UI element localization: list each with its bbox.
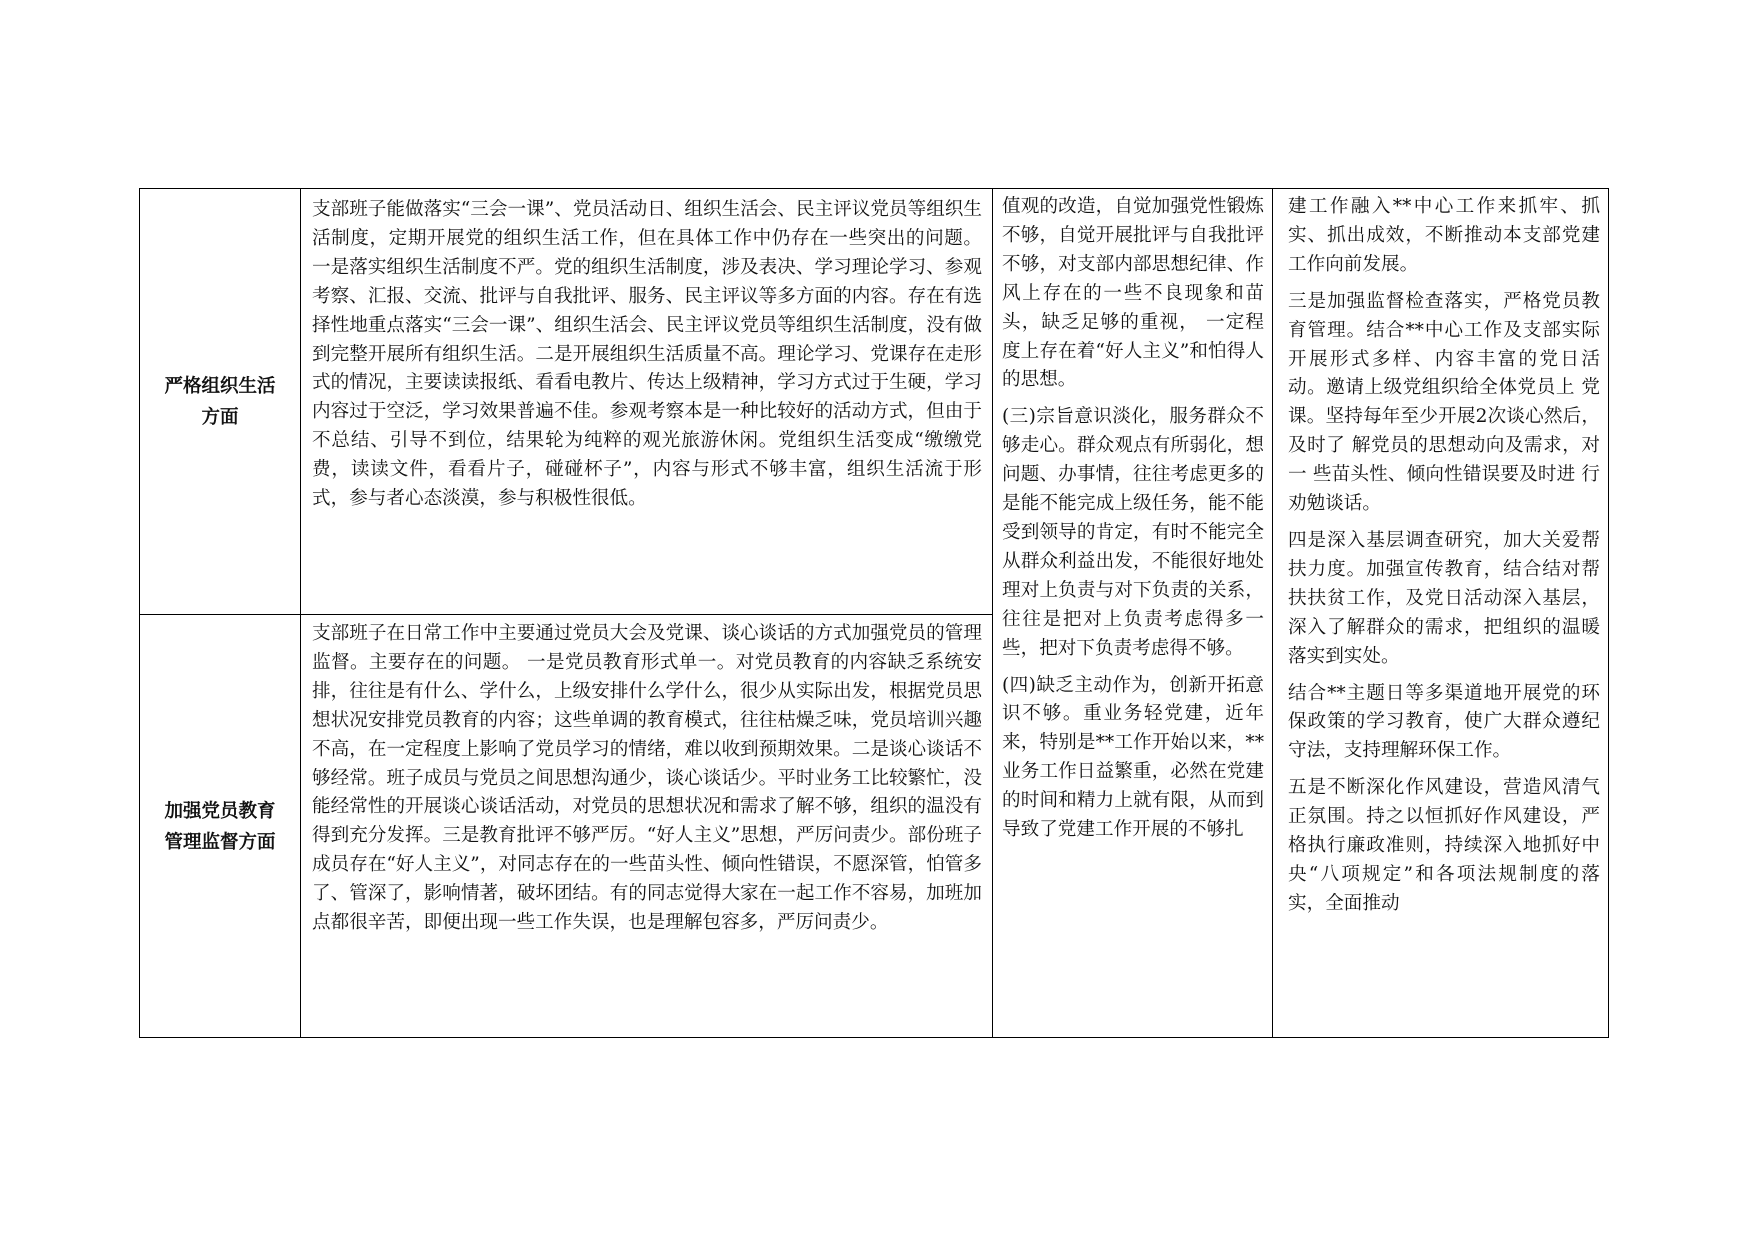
- row-label-text: 严格组织生活方面: [164, 375, 276, 428]
- analysis-paragraph: 值观的改造，自觉加强党性锻炼不够，自觉开展批评与自我批评不够，对支部内部思想纪律、作风上存在的一些不良现象和苗头，缺乏足够的重视， 一定程度上存在着“好人主义”和怕得人的思想。: [1002, 196, 1264, 391]
- analysis-paragraph: (四)缺乏主动作为，创新开拓意识不够。重业务轻党建，近年来，特别是**工作开始以来，**业务工作日益繁重，必然在党建的时间和精力上就有限，从而到导致了党建工作开展的不够扎: [1002, 674, 1264, 841]
- row-divider: [140, 614, 992, 615]
- row-content-organization-life: [306, 196, 986, 608]
- row-content-party-education: [306, 620, 986, 1032]
- measures-paragraph: 结合**主题日等多渠道地开展党的环保政策的学习教育，使广大群众遵纪守法，支持理解环保工作。: [1288, 682, 1600, 762]
- row-label-text: 加强党员教育管理监督方面: [164, 800, 276, 853]
- measures-paragraph: 三是加强监督检查落实，严格党员教育管理。结合**中心工作及支部实际开展形式多样、内容丰富的党日活动。邀请上级党组织给全体党员上 党课。坚持每年至少开展2次谈心然后，及时了 解党员的思想动向及需求，对一 些苗头性、倾向性错误要及时进 行劝勉谈话。: [1288, 290, 1600, 515]
- problem-analysis-column: [998, 193, 1266, 1035]
- row-label-organization-life: [140, 189, 300, 614]
- row-content-text: 支部班子在日常工作中主要通过党员大会及党课、谈心谈话的方式加强党员的管理监督。主要存在的问题。 一是党员教育形式单一。对党员教育的内容缺乏系统安排，往往是有什么、学什么，上级安排什么学什么，很少从实际出发，根据党员思想状况安排党员教育的内容；这些单调的教育模式，往往枯燥乏味，党员培训兴趣不高，在一定程度上影响了党员学习的情绪，难以收到预期效果。二是谈心谈话不够经常。班子成员与党员之间思想沟通少，谈心谈话少。平时业务工比较繁忙，没能经常性的开展谈心谈话活动，对党员的思想状况和需求了解不够，组织的温没有得到充分发挥。三是教育批评不够严厉。“好人主义”思想，严厉问责少。部份班子成员存在“好人主义”，对同志存在的一些苗头性、倾向性错误，不愿深管，怕管多了、管深了，影响情著，破坏团结。有的同志觉得大家在一起工作不容易，加班加点都很辛苦，即便出现一些工作失误，也是理解包容多，严厉问责少。: [312, 623, 982, 934]
- row-content-text: 支部班子能做落实“三会一课”、党员活动日、组织生活会、民主评议党员等组织生活制度，定期开展党的组织生活工作，但在具体工作中仍存在一些突出的问题。 一是落实组织生活制度不严。党的组织生活制度，涉及表决、学习理论学习、参观考察、汇报、交流、批评与自我批评、服务、民主评议等多方面的内容。存在有选择性地重点落实“三会一课”、组织生活会、民主评议党员等组织生活制度，没有做到完整开展所有组织生活。二是开展组织生活质量不高。理论学习、党课存在走形式的情况，主要读读报纸、看看电教片、传达上级精神，学习方式过于生硬，学习内容过于空泛，学习效果普遍不佳。参观考察本是一种比较好的活动方式，但由于不总结、引导不到位，结果轮为纯粹的观光旅游休闲。党组织生活变成“缴缴党费，读读文件，看看片子，碰碰杯子”，内容与形式不够丰富，组织生活流于形式，参与者心态淡漠，参与积极性很低。: [312, 199, 982, 510]
- analysis-paragraph: (三)宗旨意识淡化，服务群众不够走心。群众观点有所弱化，想问题、办事情，往往考虑更多的是能不能完成上级任务，能不能受到领导的肯定，有时不能完全从群众利益出发，不能很好地处理对上负责与对下负责的关系，往往是把对上负责考虑得多一些，把对下负责考虑得不够。: [1002, 406, 1264, 659]
- column-divider: [1272, 189, 1273, 1037]
- document-table: [139, 188, 1609, 1038]
- column-divider: [992, 189, 993, 1037]
- measures-paragraph: 四是深入基层调查研究，加大关爱帮扶力度。加强宣传教育，结合结对帮扶扶贫工作，及党日活动深入基层，深入了解群众的需求，把组织的温暖落实到实处。: [1288, 529, 1600, 667]
- measures-column: [1280, 193, 1604, 1035]
- column-divider: [300, 189, 301, 1037]
- measures-paragraph: 五是不断深化作风建设，营造风清气正氛围。持之以恒抓好作风建设，严格执行廉政准则，持续深入地抓好中央“八项规定”和各项法规制度的落实，全面推动: [1288, 777, 1600, 914]
- measures-paragraph: 建工作融入**中心工作来抓牢、抓实、抓出成效，不断推动本支部党建工作向前发展。: [1288, 196, 1600, 275]
- row-label-party-education: [140, 616, 300, 1037]
